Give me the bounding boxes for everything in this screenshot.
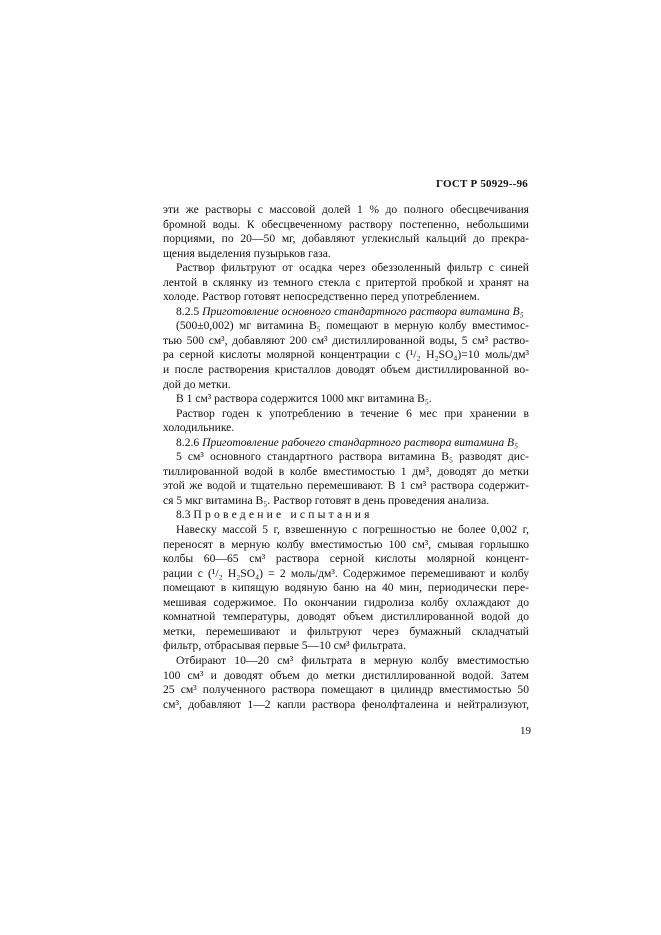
text-line: (500±0,002) мг витамина B₅ помещают в мерную колбу вместимос- <box>176 319 529 333</box>
text-line: метки, перемешивают и фильтруют через бумажный складчатый <box>163 624 529 638</box>
section-title: Приготовление основного стандартного раствора витамина B₅ <box>202 304 524 318</box>
text-line: тиллированной водой в колбе вместимостью 1 дм³, доводят до метки <box>163 464 529 478</box>
section-number: 8.3 <box>176 508 194 522</box>
text-line: тью 500 см³, добавляют 200 см³ дистиллированной воды, 5 см³ раство- <box>163 333 529 347</box>
section-heading <box>163 305 529 320</box>
text-line: переносят в мерную колбу вместимостью 100 см³, смывая горлышко <box>163 537 529 551</box>
page-number: 19 <box>520 725 531 737</box>
text-line: лентой в склянку из темного стекла с притертой пробкой и хранят на <box>163 275 529 289</box>
document-header: ГОСТ Р 50929--96 <box>436 178 528 190</box>
section-title: Приготовление рабочего стандартного раствора витамина B₅ <box>202 435 519 449</box>
text-line: ра серной кислоты молярной концентрации c (¹/₂ H₂SO₄)=10 моль/дм³ <box>163 348 529 362</box>
text-line: Раствор фильтруют от осадка через обеззоленный фильтр с синей <box>176 261 529 275</box>
text-line: эти же растворы с массовой долей 1 % до полного обесцвечивания <box>163 203 529 216</box>
section-number: 8.2.5 <box>176 304 203 318</box>
text-line: помещают в кипящую водяную баню на 40 мин, периодически пере- <box>163 581 529 595</box>
text-line: этой же водой и тщательно перемешивают. В 1 см³ раствора содержит- <box>163 479 529 493</box>
text-line: щения выделения пузырьков газа. <box>163 246 331 260</box>
text-line: ся 5 мкг витамина B₅. Раствор готовят в день проведения анализа. <box>163 493 490 507</box>
document-body <box>163 203 529 712</box>
section-heading <box>163 436 529 451</box>
section-number: 8.2.6 <box>176 435 203 449</box>
section-heading <box>163 508 529 523</box>
text-line: В 1 см³ раствора содержится 1000 мкг витамина B₅. <box>176 392 432 406</box>
text-line: фильтр, отбрасывая первые 5—10 см³ фильтрата. <box>163 639 406 653</box>
text-line: порциями, по 20—50 мг, добавляют углекислый кальций до прекра- <box>163 232 529 246</box>
text-line: Раствор годен к употреблению в течение 6 мес при хранении в <box>176 406 529 420</box>
text-line: и после растворения кристаллов доводят объем дистиллированной во- <box>163 363 529 377</box>
text-line: холодильнике. <box>163 421 235 435</box>
text-line: 25 см³ полученного раствора помещают в цилиндр вместимостью 50 <box>163 683 529 697</box>
text-line: Отбирают 10—20 см³ фильтрата в мерную колбу вместимостью <box>176 653 529 667</box>
text-line: 5 см³ основного стандартного раствора витамина B₅ разводят дис- <box>176 450 529 464</box>
text-line: холоде. Раствор готовят непосредственно перед употреблением. <box>163 290 480 304</box>
section-title: Проведение испытания <box>193 508 373 522</box>
text-line: см³, добавляют 1—2 капли раствора фенолфталеина и нейтрализуют, <box>163 697 529 711</box>
text-line: рации c (¹/₂ H₂SO₄) = 2 моль/дм³. Содержимое перемешивают и колбу <box>163 566 529 580</box>
text-line: комнатной температуры, доводят объем дистиллированной водой до <box>163 610 529 624</box>
text-line: бромной воды. К обесцвеченному раствору постепенно, небольшими <box>163 217 529 231</box>
text-line: мешивая содержимое. По окончании гидролиза колбу охлаждают до <box>163 595 529 609</box>
text-line: дой до метки. <box>163 377 231 391</box>
text-line: колбы 60—65 см³ раствора серной кислоты молярной концент- <box>163 552 529 566</box>
text-line: Навеску массой 5 г, взвешенную с погрешностью не более 0,002 г, <box>176 523 529 537</box>
text-line: 100 см³ и доводят объем до метки дистиллированной водой. Затем <box>163 668 529 682</box>
